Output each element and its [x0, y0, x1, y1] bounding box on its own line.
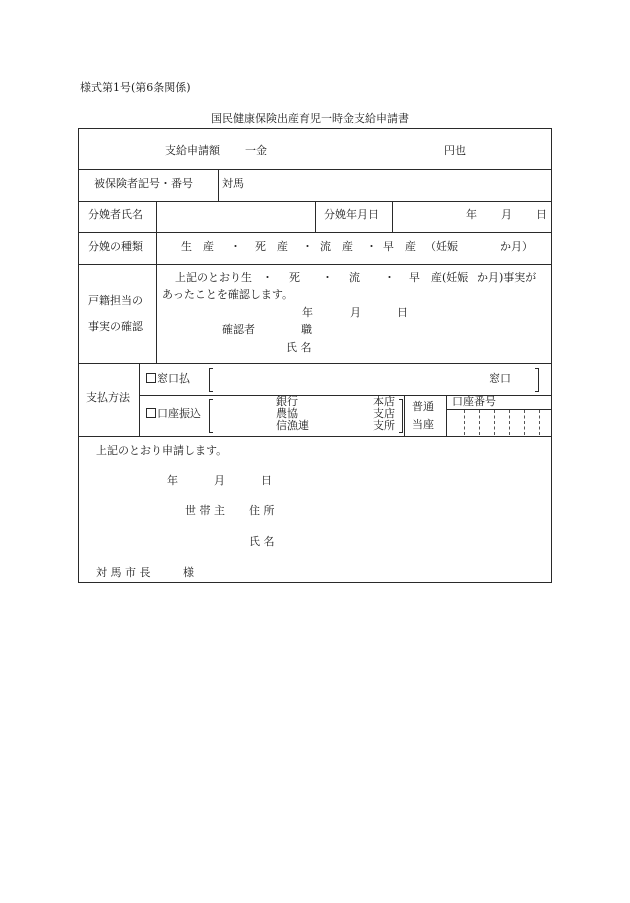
householder-address-label: 住 所 [249, 504, 275, 517]
confirmer-name-label: 氏 名 [286, 341, 312, 354]
branch-head-office: 本店 [373, 395, 395, 408]
householder-label: 世 帯 主 [185, 504, 225, 517]
amount-label: 支給申請額 [165, 144, 220, 157]
registry-date-month: 月 [350, 306, 361, 319]
delivery-type-label: 分娩の種類 [88, 240, 143, 253]
payment-method-label: 支払方法 [86, 391, 130, 404]
counter-payment-checkbox[interactable] [146, 373, 156, 383]
householder-address-field[interactable] [280, 500, 540, 520]
amount-prefix: 一金 [245, 144, 267, 157]
declaration-statement: 上記のとおり申請します。 [96, 444, 228, 457]
registry-date-day: 日 [397, 306, 408, 319]
bank-transfer-option[interactable] [146, 408, 201, 419]
registry-date-year: 年 [302, 306, 313, 319]
counter-payment-suffix: 窓口 [489, 372, 511, 385]
bank-transfer-checkbox[interactable] [146, 408, 156, 418]
registry-text-death: 死 [289, 271, 300, 284]
delivery-type-separator: ・ [230, 240, 241, 253]
counter-payment-option[interactable] [146, 373, 190, 384]
insured-number-label: 被保険者記号・番号 [94, 177, 193, 190]
form-title: 国民健康保険出産育児一時金支給申請書 [211, 112, 409, 125]
registry-text-pregnancy: 産(妊娠 [431, 271, 469, 284]
registry-text-premature: 早 [409, 271, 420, 284]
registry-text-dot: ・ [262, 271, 273, 284]
account-number-label: 口座番号 [452, 395, 496, 408]
delivery-date-month: 月 [501, 208, 512, 221]
account-type-ordinary[interactable]: 普通 [412, 400, 434, 413]
delivery-type-premature[interactable]: 早 産 [383, 240, 416, 253]
form-number: 様式第1号(第6条関係) [80, 81, 191, 94]
branch-sub-office: 支所 [373, 419, 395, 432]
delivery-type-miscarriage[interactable]: 流 産 [320, 240, 353, 253]
account-number-field[interactable] [447, 410, 550, 435]
institution-fishery-coop: 信漁連 [276, 419, 309, 432]
pregnancy-open: （妊娠 [425, 240, 458, 253]
delivery-person-name-label: 分娩者氏名 [88, 208, 143, 221]
insured-number-value: 対馬 [222, 177, 244, 190]
registry-text-miscarriage: 流 [349, 271, 360, 284]
insured-number-field[interactable] [250, 172, 545, 194]
registry-text-birth: 上記のとおり生 [175, 271, 252, 284]
householder-name-label: 氏 名 [249, 535, 275, 548]
amount-suffix: 円也 [444, 144, 466, 157]
addressee-honorific: 様 [183, 566, 194, 579]
registry-label-line1: 戸籍担当の [88, 294, 143, 307]
account-type-checking[interactable]: 当座 [412, 418, 434, 431]
delivery-type-stillbirth[interactable]: 死 産 [255, 240, 288, 253]
delivery-person-name-field[interactable] [160, 203, 310, 227]
delivery-date-label: 分娩年月日 [324, 208, 379, 221]
delivery-date-year: 年 [466, 208, 477, 221]
registry-text-line2: あったことを確認します。 [162, 288, 294, 301]
delivery-date-day: 日 [536, 208, 547, 221]
registry-text-dot: ・ [384, 271, 395, 284]
addressee: 対 馬 市 長 [96, 566, 151, 579]
confirmer-label: 確認者 [222, 323, 255, 336]
application-date-year: 年 [167, 474, 178, 487]
registry-text-dot: ・ [322, 271, 333, 284]
counter-payment-label: 窓口払 [157, 372, 190, 385]
registry-label-line2: 事実の確認 [88, 320, 143, 333]
delivery-type-separator: ・ [302, 240, 313, 253]
application-date-day: 日 [261, 474, 272, 487]
confirmer-position-label: 職 [301, 323, 312, 336]
bank-transfer-label: 口座振込 [157, 407, 201, 420]
branch-branch-office: 支店 [373, 407, 395, 420]
amount-field[interactable] [275, 140, 435, 160]
delivery-type-live-birth[interactable]: 生 産 [181, 240, 214, 253]
application-date-month: 月 [214, 474, 225, 487]
householder-name-field[interactable] [280, 531, 540, 551]
registry-text-months: か月)事実が [477, 271, 537, 284]
institution-bank: 銀行 [276, 395, 298, 408]
delivery-type-separator: ・ [366, 240, 377, 253]
pregnancy-months: か月） [500, 240, 533, 253]
institution-agricultural-coop: 農協 [276, 407, 298, 420]
